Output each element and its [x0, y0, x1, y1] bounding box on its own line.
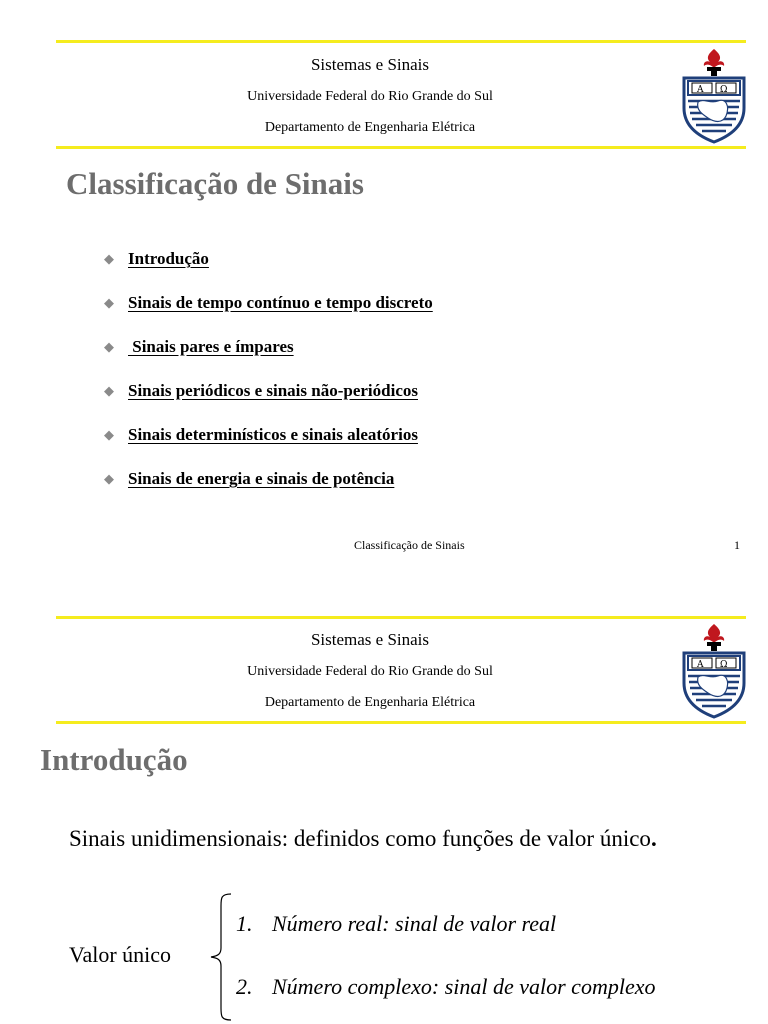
body-period: . — [650, 826, 657, 851]
diamond-bullet-icon: ◆ — [104, 295, 114, 310]
diamond-bullet-icon: ◆ — [104, 427, 114, 442]
svg-text:A: A — [697, 85, 704, 95]
bullet-item[interactable] — [104, 381, 418, 401]
university-crest-logo — [680, 46, 748, 144]
header-rule-bottom — [56, 721, 746, 724]
body-text — [69, 826, 657, 852]
header-rule-top — [56, 616, 746, 619]
bullet-item[interactable] — [104, 249, 209, 269]
university-crest-logo — [680, 621, 748, 719]
bullet-link[interactable]: Sinais determinísticos e sinais aleatórios — [128, 425, 418, 444]
slide-title: Introdução — [40, 742, 188, 777]
item-text: Número complexo: sinal de valor complexo — [272, 974, 656, 999]
diamond-bullet-icon: ◆ — [104, 471, 114, 486]
bullet-link[interactable]: Sinais de energia e sinais de potência — [128, 469, 395, 488]
bullet-item[interactable] — [104, 337, 294, 357]
svg-text:Ω: Ω — [720, 85, 728, 95]
left-brace-icon — [208, 892, 234, 1022]
svg-text:A: A — [697, 660, 704, 670]
bullet-link[interactable]: Sinais periódicos e sinais não-periódicos — [128, 381, 418, 400]
item-text: Número real: sinal de valor real — [272, 911, 557, 936]
list-item — [236, 911, 556, 937]
bullet-item[interactable] — [104, 469, 394, 489]
bullet-item[interactable] — [104, 425, 418, 445]
group-label: Valor único — [69, 942, 172, 967]
course-title: Sistemas e Sinais — [310, 630, 430, 649]
svg-text:Ω: Ω — [720, 660, 728, 670]
item-number: 2. — [236, 974, 253, 999]
diamond-bullet-icon: ◆ — [104, 383, 114, 398]
page-number: 1 — [734, 538, 740, 552]
diamond-bullet-icon: ◆ — [104, 339, 114, 354]
slide-title: Classificação de Sinais — [66, 166, 364, 201]
bullet-item[interactable] — [104, 293, 433, 313]
university-name: Universidade Federal do Rio Grande do Sul — [247, 664, 493, 679]
department-name: Departamento de Engenharia Elétrica — [264, 120, 476, 135]
bullet-link[interactable]: Sinais pares e ímpares — [128, 337, 294, 356]
list-item — [236, 974, 655, 1000]
footer-title: Classificação de Sinais — [354, 538, 465, 552]
university-name: Universidade Federal do Rio Grande do Sul — [247, 89, 493, 104]
diamond-bullet-icon: ◆ — [104, 251, 114, 266]
body-sentence: Sinais unidimensionais: definidos como funções de valor único — [69, 826, 651, 851]
header-rule-bottom — [56, 146, 746, 149]
bullet-link[interactable]: Sinais de tempo contínuo e tempo discreto — [128, 293, 433, 312]
department-name: Departamento de Engenharia Elétrica — [264, 695, 476, 710]
bullet-link[interactable]: Introdução — [128, 249, 209, 268]
item-number: 1. — [236, 911, 253, 936]
header-rule-top — [56, 40, 746, 43]
course-title: Sistemas e Sinais — [310, 55, 430, 74]
